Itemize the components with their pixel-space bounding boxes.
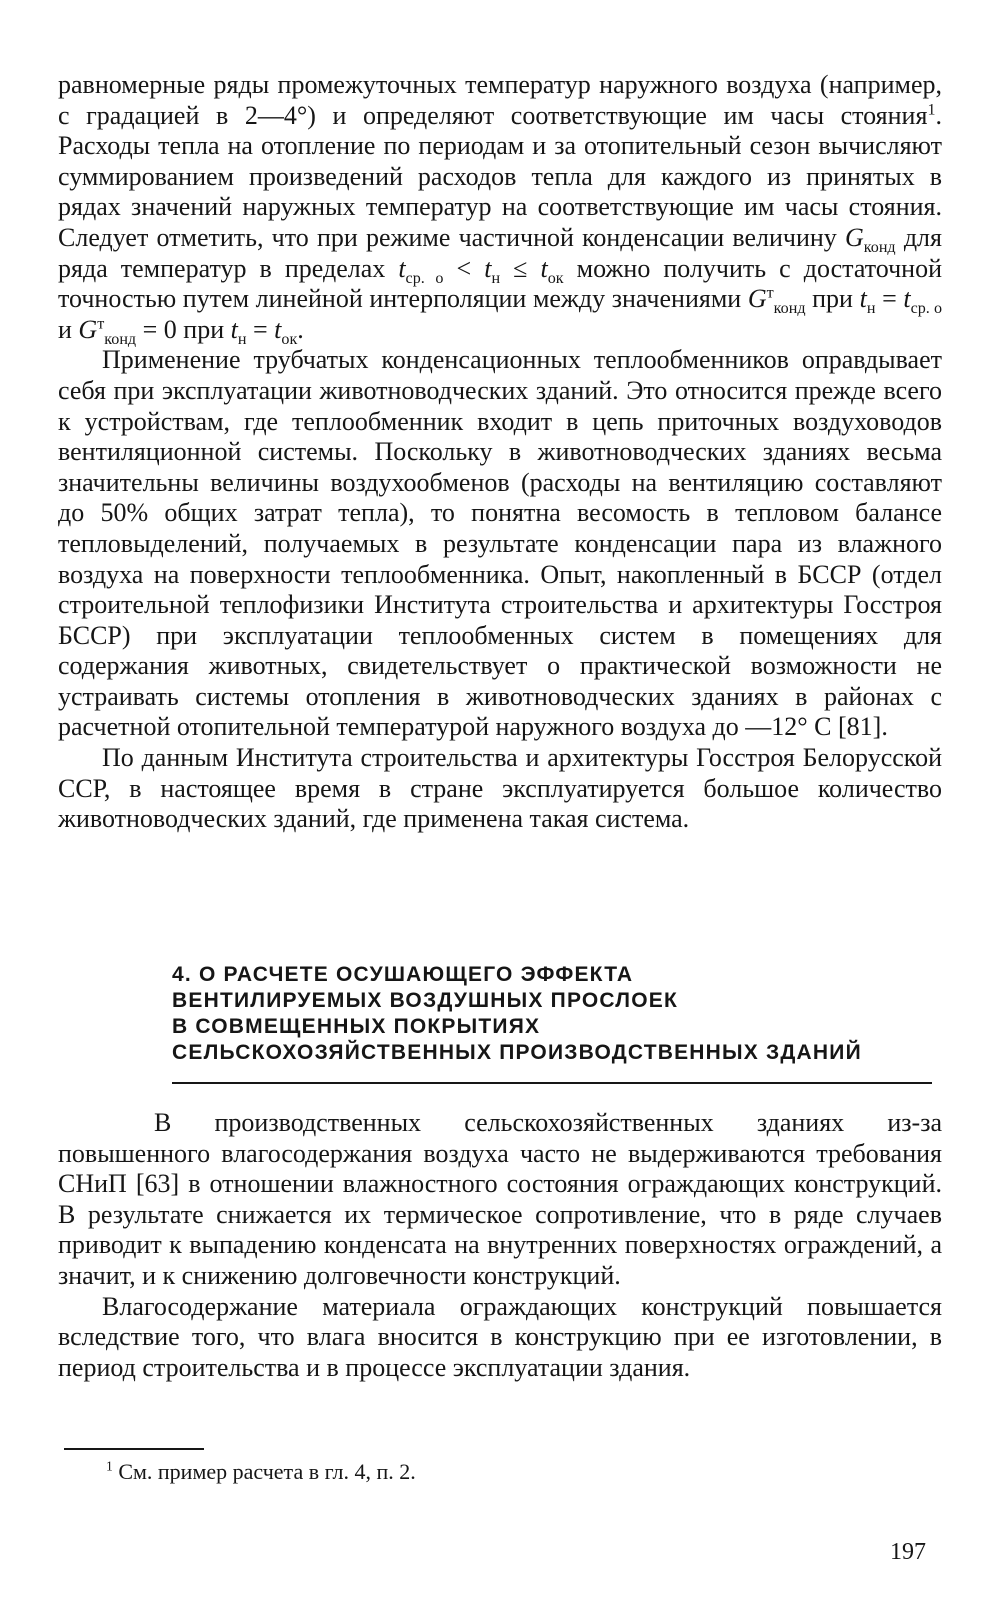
footnote bbox=[106, 1458, 416, 1486]
paragraph-institute-data: По данным Института строительства и архитектуры Госстроя Белорусской ССР, в настоящее время в стране эксплуатируется большое количество животноводческих зданий, где применена такая система. bbox=[58, 743, 942, 834]
body-text-top bbox=[58, 70, 942, 835]
section-heading-line: В СОВМЕЩЕННЫХ ПОКРЫТИЯХ bbox=[172, 1015, 541, 1038]
footnote-text: См. пример расчета в гл. 4, п. 2. bbox=[112, 1459, 416, 1484]
footnote-ref: 1 bbox=[927, 100, 936, 118]
body-text-section bbox=[58, 1108, 942, 1383]
footnote-mark: 1 bbox=[106, 1458, 113, 1474]
footnote-divider bbox=[64, 1448, 204, 1450]
paragraph-heat-exchangers: Применение трубчатых конденсационных теплообменников оправдывает себя при эксплуатации животноводческих зданий. Это относится прежде всего к устройствам, где теплообменник входит в цепь приточных воздуховодов вентиляционной системы. Поскольку в животноводческих зданиях весьма значительны величины воздухообменов (расходы на вентиляцию составляют до 50% общих затрат тепла), то понятна весомость в тепловом балансе тепловыделений, получаемых в результате конденсации пара из влажного воздуха на поверхности теплообменника. Опыт, накопленный в БССР (отдел строительной теплофизики Института строительства и архитектуры Госстроя БССР) при эксплуатации теплообменных систем в помещениях для содержания животных, свидетельствует о практической возможности не устраивать системы отопления в животноводческих зданиях в районах с расчетной отопительной температурой наружного воздуха до —12° С [81]. bbox=[58, 345, 942, 742]
section-heading bbox=[172, 962, 932, 1066]
section-heading-line: ВЕНТИЛИРУЕМЫХ ВОЗДУШНЫХ ПРОСЛОЕК bbox=[172, 989, 678, 1012]
heading-underline bbox=[172, 1082, 932, 1084]
paragraph-moisture-content: Влагосодержание материала ограждающих конструкций повышается вследствие того, что влага вносится в конструкцию при ее изготовлении, в период строительства и в процессе эксплуатации здания. bbox=[58, 1291, 942, 1382]
paragraph-moisture-requirements: В производственных сельскохозяйственных зданиях из-за повышенного влагосодержания воздуха часто не выдерживаются требования СНиП [63] в отношении влажностного состояния ограждающих конструкций. В результате снижается их термическое сопротивление, что в ряде случаев приводит к выпадению конденсата на внутренних поверхностях ограждений, а значит, и к снижению долговечности конструкций. bbox=[58, 1108, 942, 1290]
paragraph-continuation: равномерные ряды промежуточных температур наружного воздуха (например, с градацией в 2—4°) и определяют соответствующие им часы стояния$^1$. Расходы тепла на отопление по периодам и за отопительный сезон вычисляют суммированием произведений расходов тепла для каждого из принятых в рядах значений наружных температур на соответствующие им часы стояния. Следует отметить, что при режиме частичной конденсации величину $G_{конд}$ для ряда температур в пределах $t_{ср. о} < t_н \le t_{ок}$ можно получить с достаточной точностью путем линейной интерполяции между значениями $G^т_{конд}$ при $t_н = t_{ср. о}$ и $G^т_{конд} = 0$ при $t_н = t_{ок}$. bbox=[58, 70, 943, 348]
section-heading-line: 4. О РАСЧЕТЕ ОСУШАЮЩЕГО ЭФФЕКТА bbox=[172, 963, 634, 986]
section-heading-line: СЕЛЬСКОХОЗЯЙСТВЕННЫХ ПРОИЗВОДСТВЕННЫХ ЗДАНИЙ bbox=[172, 1041, 862, 1064]
page-number: 197 bbox=[890, 1539, 926, 1565]
